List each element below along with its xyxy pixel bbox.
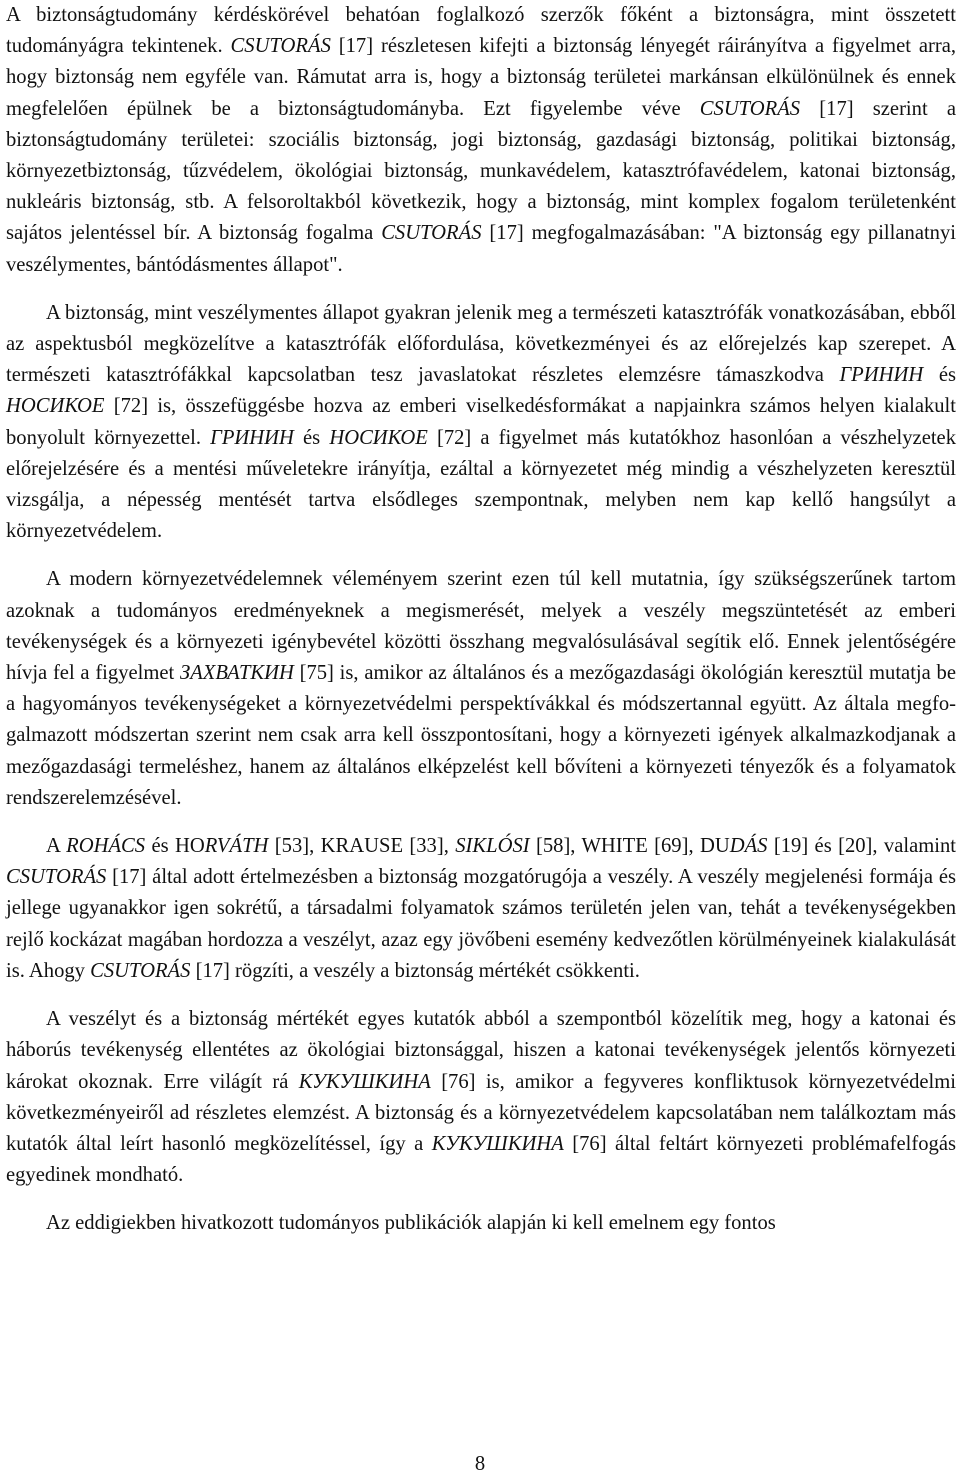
author-name: CSUTORÁS: [381, 222, 482, 245]
text-run: [53], KRAUSE [33],: [268, 835, 456, 858]
page-number: 8: [474, 1453, 486, 1475]
text-run: A modern környezetvédelemnek véleményem szerint ezen túl kell mutatnia, így szükségszerűnek tartom azoknak a tudományos eredményeknek a megismerését, melyek a veszély megszüntetését az emberi tevékenységek és a környezeti igénybevétel közötti összhang megvalósulásával segítik elő. Ennek jelentőségére hívja fel a figyelmet: [6, 568, 956, 685]
author-name: КУКУШКИНА: [298, 1070, 431, 1093]
author-name: ГРИНИН: [839, 364, 924, 387]
text-run: [19] és [20], valamint: [767, 835, 956, 858]
document-body: [6, 0, 956, 1240]
text-run: [17] megfogalmazásában: "A biztonság egy pillanatnyi veszélymentes, bántódásmentes állapot".: [6, 222, 956, 276]
text-run: [17] részletesen kifejti a biztonság lényegét ráirányítva a figyelmet arra, hogy biztonság nem egyféle van. Rámutat arra is, hogy a biztonság területei markánsan elkülönülnek és ennek megfelelően épülnek be a biztonságtudományba. Ezt figyelembe véve: [6, 35, 956, 120]
paragraph-4: [6, 831, 956, 987]
text-run: [58], WHITE [69], DU: [529, 835, 730, 858]
text-run: Az eddigiekben hivatkozott tudományos publikációk alapján ki kell emelnem egy fontos: [46, 1212, 776, 1235]
text-run: [17] szerint a biztonságtudomány területei: szociális biztonság, jogi biztonság, gazdasági biztonság, politikai biztonság, környezetbiztonság, tűzvédelem, ökológiai biztonság, munkavédelem, katasztrófavédelem, katonai biztonság, nukleáris biztonság, stb. A felsoroltakból következik, hogy a biztonság, mint komplex fogalom területenként sajátos jelentéssel bír. A biztonság fogalma: [6, 97, 956, 245]
text-run: [75] is, amikor az általános és a mezőgazdasági ökológián keresztül mutatja be a hagyományos tevékenységeket a környezetvédelmi perspektívákkal és módszertannal együtt. Az általa megfogalmazott módszertan szerint nem csak arra kell összpontosítani, hogy a környezeti igények alkalmazkodjanak a mezőgazdasági termeléshez, hanem az általános elképzelést kell bővíteni a környezeti tényezők és a folyamatok rendszerelemzésével.: [6, 662, 956, 809]
author-name: ГРИНИН: [210, 426, 294, 449]
author-name: НОСИКОЕ: [329, 426, 428, 449]
text-run: A veszélyt és a biztonság mértékét egyes kutatók abból a szempontból közelítik meg, hogy a katonai és háborús tevékenység ellentétes az ökológiai biztonsággal, hiszen a katonai tevékenységek jelentős környezeti károkat okoznak. Erre világít rá: [6, 1008, 956, 1093]
author-name: SIKLÓSI: [455, 835, 530, 858]
text-run: [76] is, amikor a fegyveres konfliktusok környezetvédelmi következményeiről ad részletes elemzést. A biztonság és a környezetvédelem kapcsolatában nem találkoztam más kutatók által leírt hasonló megközelítéssel, így a: [6, 1070, 957, 1155]
paragraph-3: [6, 564, 956, 814]
paragraph-5: [6, 1004, 956, 1191]
text-run: A biztonság, mint veszélymentes állapot gyakran jelenik meg a természeti katasztrófák vonatkozásában, ebből az aspektusból megközelítve a katasztrófák előfordulása, következményei és az előrejelzés kap szerepet. A természeti katasztrófákkal kapcsolatban tesz javaslatokat részletes elemzésre támaszkodva: [6, 301, 956, 387]
text-run: [72] a figyelmet más kutatókhoz hasonlóan a vészhelyzetek előrejelzésére és a mentési műveletekre irányítja, ezáltal a környezetet még mindig a vészhelyzeten keresztül vizsgálja, a népesség mentését tartva elsődleges szempontnak, melyben nem kap kellő hangsúlyt a környezetvédelem.: [6, 426, 956, 543]
text-run: A biztonságtudomány kérdéskörével behatóan foglalkozó szerzők főként a biztonságra, mint összetett tudományágra tekintenek.: [6, 4, 956, 58]
text-run: A: [46, 835, 67, 858]
text-run: [76] által feltárt környezeti problémafelfogás egyedinek mondható.: [6, 1132, 956, 1187]
text-run: [17] által adott értelmezésben a biztonság mozgatórugója a veszély. A veszély megjelenési formája és jellege ugyanakkor igen sokrétű, a társadalmi folyamatok számos területén jelen van, tehát a tevékenységekben rejlő kockázat magában hordozza a veszélyt, azaz egy jövőbeni esemény kedvezőtlen körülményeinek kialakulását is. Ahogy: [6, 866, 956, 982]
text-run: [17] rögzíti, a veszély a biztonság mértékét csökkenti.: [190, 959, 640, 982]
paragraph-1: [6, 0, 956, 281]
text-run: és HO: [145, 835, 205, 858]
author-name: CSUTORÁS: [6, 866, 107, 889]
author-name: НОСИКОЕ: [6, 395, 105, 418]
author-name: CSUTORÁS: [230, 35, 331, 58]
author-name: DÁS: [729, 835, 768, 858]
author-name: CSUTORÁS: [699, 97, 801, 120]
text-run: [72] is, összefüggésbe hozva az emberi viselkedésformákat a napjainkra számos helyen kialakult bonyolult környezettel.: [6, 395, 956, 449]
text-run: és: [923, 364, 956, 387]
author-name: CSUTORÁS: [90, 959, 191, 982]
author-name: КУКУШКИНА: [431, 1132, 564, 1155]
paragraph-6: [6, 1208, 956, 1239]
paragraph-2: [6, 298, 956, 548]
author-name: ЗАХВАТКИН: [180, 662, 294, 685]
text-run: és: [293, 426, 330, 449]
author-name: RVÁTH: [204, 835, 269, 858]
author-name: ROHÁCS: [66, 835, 146, 858]
